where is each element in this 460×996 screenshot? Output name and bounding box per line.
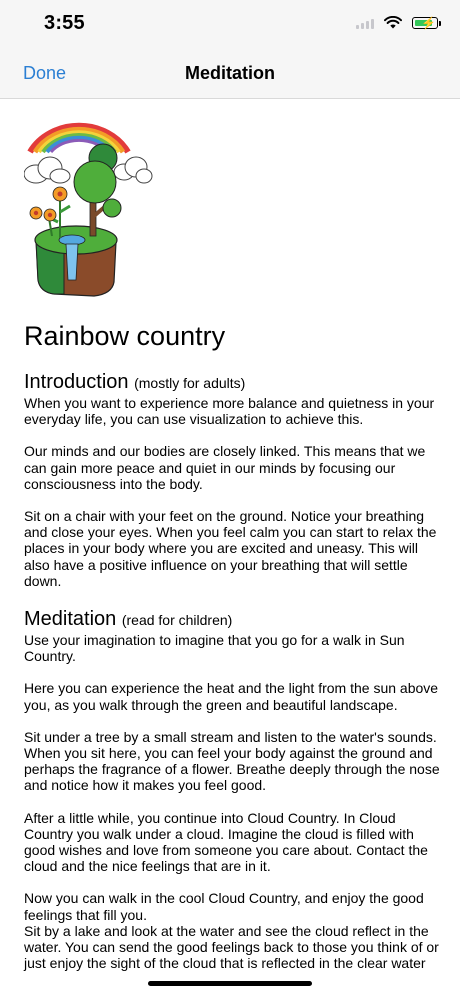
meditation-paragraph-5: Now you can walk in the cool Cloud Country, and enjoy the good feelings that fill you. — [24, 890, 424, 923]
introduction-heading — [24, 370, 444, 395]
introduction-heading-text: Introduction — [24, 371, 129, 393]
wifi-icon — [384, 16, 402, 29]
article-content — [24, 112, 444, 971]
status-time: 3:55 — [44, 12, 85, 34]
meditation-paragraph-3: Sit under a tree by a small stream and listen to the water's sounds. When you sit here, you can feel your body against the ground and perhaps the fragrance of a flower. Breathe deeply through the nose and notice how it makes you feel good. — [24, 728, 440, 794]
meditation-heading — [24, 607, 444, 632]
nav-title: Meditation — [185, 63, 275, 83]
meditation-paragraph-2: Here you can experience the heat and the light from the sun above you, as you walk through the green and beautiful landscape. — [24, 680, 439, 713]
rainbow-island-illustration — [24, 112, 154, 302]
cellular-signal-icon — [356, 17, 374, 29]
intro-paragraph-2: Our minds and our bodies are closely linked. This means that we can gain more peace and quiet in our minds by focusing our consciousness into the body. — [24, 443, 426, 492]
meditation-heading-text: Meditation — [24, 608, 117, 631]
status-bar — [0, 0, 460, 50]
article-title: Rainbow country — [24, 321, 226, 351]
done-button[interactable]: Done — [23, 63, 67, 83]
meditation-subtitle: (read for children) — [121, 612, 233, 629]
navigation-bar — [0, 50, 460, 99]
intro-paragraph-3: Sit on a chair with your feet on the ground. Notice your breathing and close your eyes. When you feel calm you can start to relax the places in your body where you are excited and uneasy. This will also have a positive influence on your breathing that will settle down. — [24, 508, 437, 589]
introduction-subtitle: (mostly for adults) — [134, 375, 246, 391]
intro-paragraph-1: When you want to experience more balance and quietness in your everyday life, you can use visualization to achieve this. — [24, 395, 435, 428]
meditation-paragraph-6: Sit by a lake and look at the water and see the cloud reflect in the water. You can send the good feelings back to those you think of or just enjoy the sight of the cloud that is reflected in the clear water — [24, 922, 439, 972]
meditation-paragraph-1: Use your imagination to imagine that you go for a walk in Sun Country. — [24, 632, 405, 665]
home-indicator[interactable] — [148, 981, 312, 986]
meditation-paragraph-4: After a little while, you continue into Cloud Country. In Cloud Country you walk under a cloud. Imagine the cloud is filled with good wishes and love from someone you care about. Contact the cloud and the nice feelings that are in it. — [24, 809, 428, 875]
battery-charging-icon: ⚡ — [412, 17, 438, 29]
status-icons — [356, 16, 438, 29]
